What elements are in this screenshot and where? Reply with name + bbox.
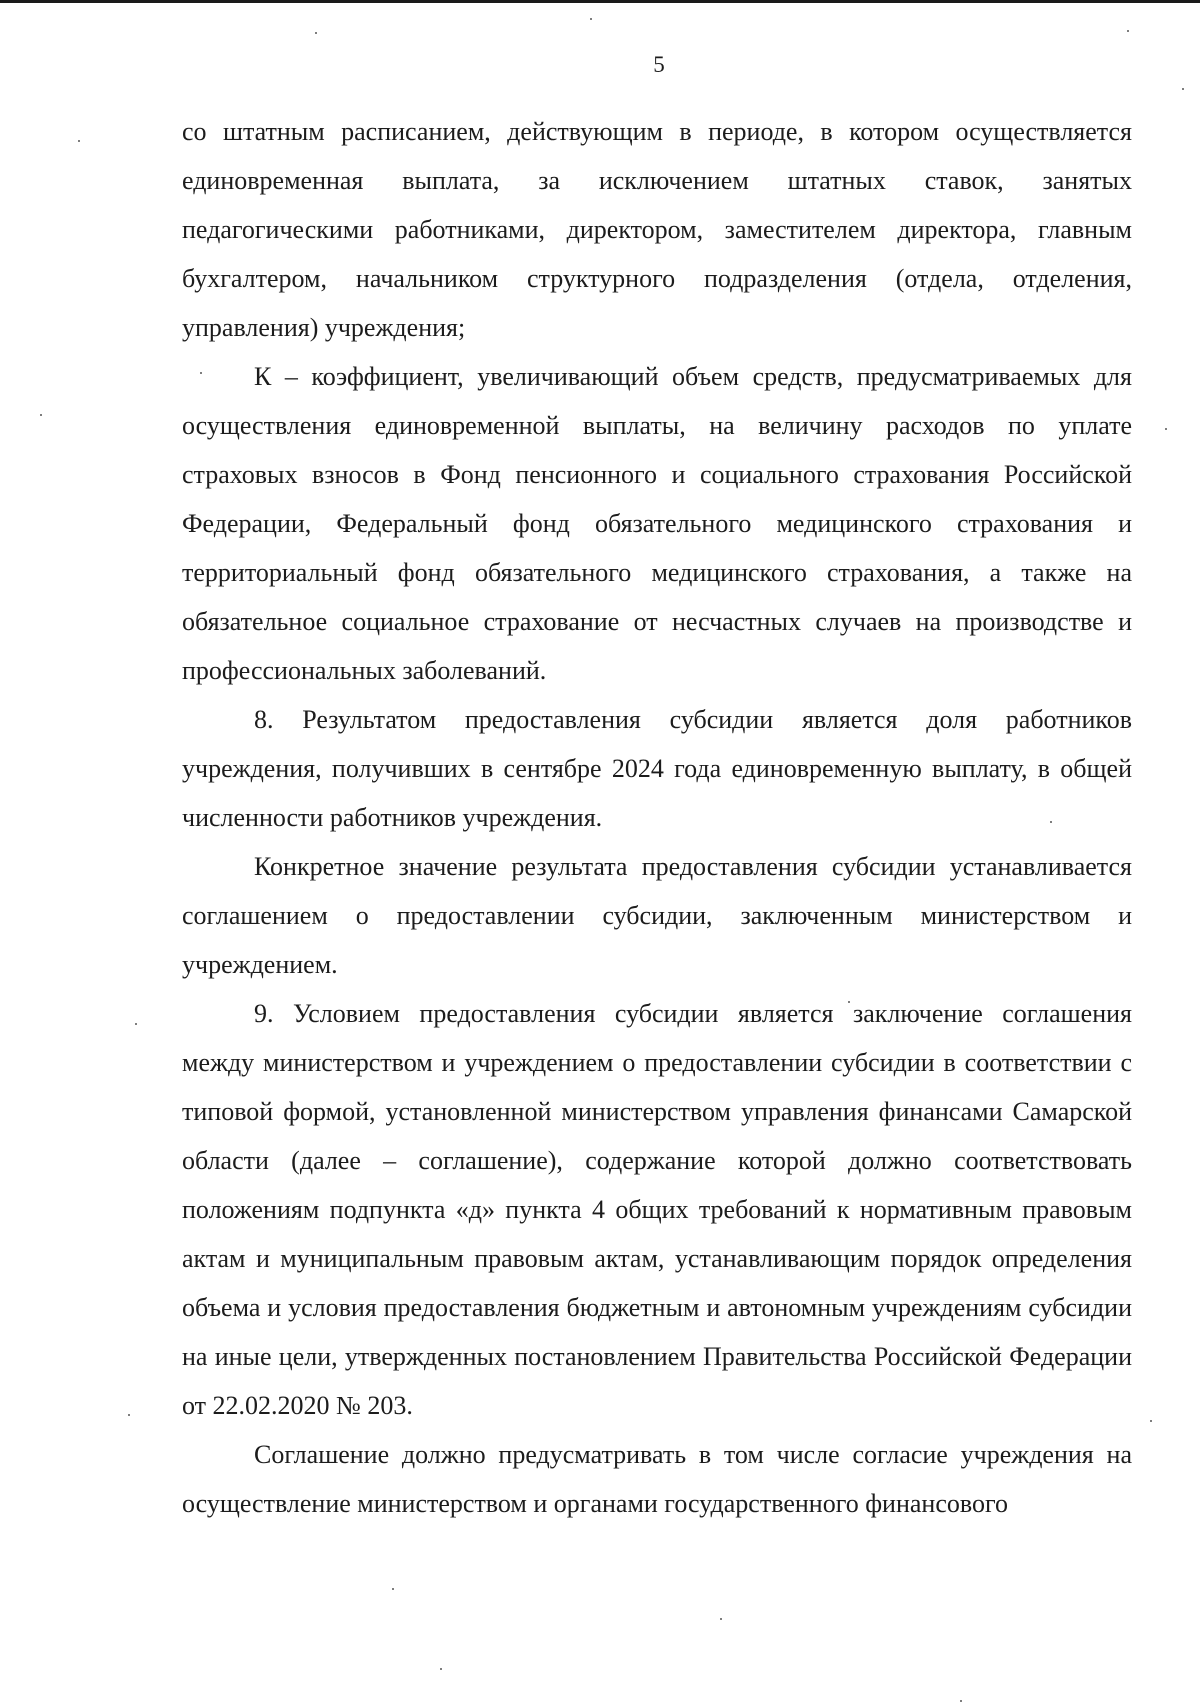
scan-speck xyxy=(440,1668,442,1670)
scan-speck xyxy=(1182,88,1184,90)
scan-speck xyxy=(1127,30,1129,32)
page-number: 5 xyxy=(653,52,665,77)
scan-top-border xyxy=(0,0,1200,3)
scan-speck xyxy=(315,32,317,34)
paragraph-item-8: 8. Результатом предоставления субсидии является доля работников учреждения, получивших в сентябре 2024 года единовременную выплату, в общей численности работников учреждения. xyxy=(182,705,1132,832)
scan-speck xyxy=(720,1618,722,1620)
paragraph-staffing-continuation: со штатным расписанием, действующим в периоде, в котором осуществляется единовременная выплата, за исключением штатных ставок, занятых педагогическими работниками, директором, заместителем директора, главным бухгалтером, начальником структурного подразделения (отдела, отделения, управления) учреждения; xyxy=(182,117,1132,342)
scan-speck xyxy=(40,414,42,416)
scan-speck xyxy=(960,1700,962,1702)
paragraph-result-value: Конкретное значение результата предоставления субсидии устанавливается соглашением о предоставлении субсидии, заключенным министерством и учреждением. xyxy=(182,852,1132,979)
scan-speck xyxy=(392,1588,394,1590)
scan-speck xyxy=(128,1414,130,1416)
paragraph-agreement-consent: Соглашение должно предусматривать в том числе согласие учреждения на осуществление министерством и органами государственного финансового xyxy=(182,1440,1132,1518)
scan-speck xyxy=(135,1023,137,1025)
document-body xyxy=(182,107,1132,1528)
scan-speck xyxy=(78,140,80,142)
scan-speck xyxy=(590,18,592,20)
paragraph-coefficient-k: К – коэффициент, увеличивающий объем средств, предусматриваемых для осуществления единовременной выплаты, на величину расходов по уплате страховых взносов в Фонд пенсионного и социального страхования Российской Федерации, Федеральный фонд обязательного медицинского страхования и территориальный фонд обязательного медицинского страхования, а также на обязательное социальное страхование от несчастных случаев на производстве и профессиональных заболеваний. xyxy=(182,362,1132,685)
paragraph-item-9: 9. Условием предоставления субсидии является заключение соглашения между министерством и учреждением о предоставлении субсидии в соответствии с типовой формой, установленной министерством управления финансами Самарской области (далее – соглашение), содержание которой должно соответствовать положениям подпункта «д» пункта 4 общих требований к нормативным правовым актам и муниципальным правовым актам, устанавливающим порядок определения объема и условия предоставления бюджетным и автономным учреждениям субсидии на иные цели, утвержденных постановлением Правительства Российской Федерации от 22.02.2020 № 203. xyxy=(182,999,1132,1420)
scan-speck xyxy=(1165,428,1167,430)
scan-speck xyxy=(1150,1420,1152,1422)
